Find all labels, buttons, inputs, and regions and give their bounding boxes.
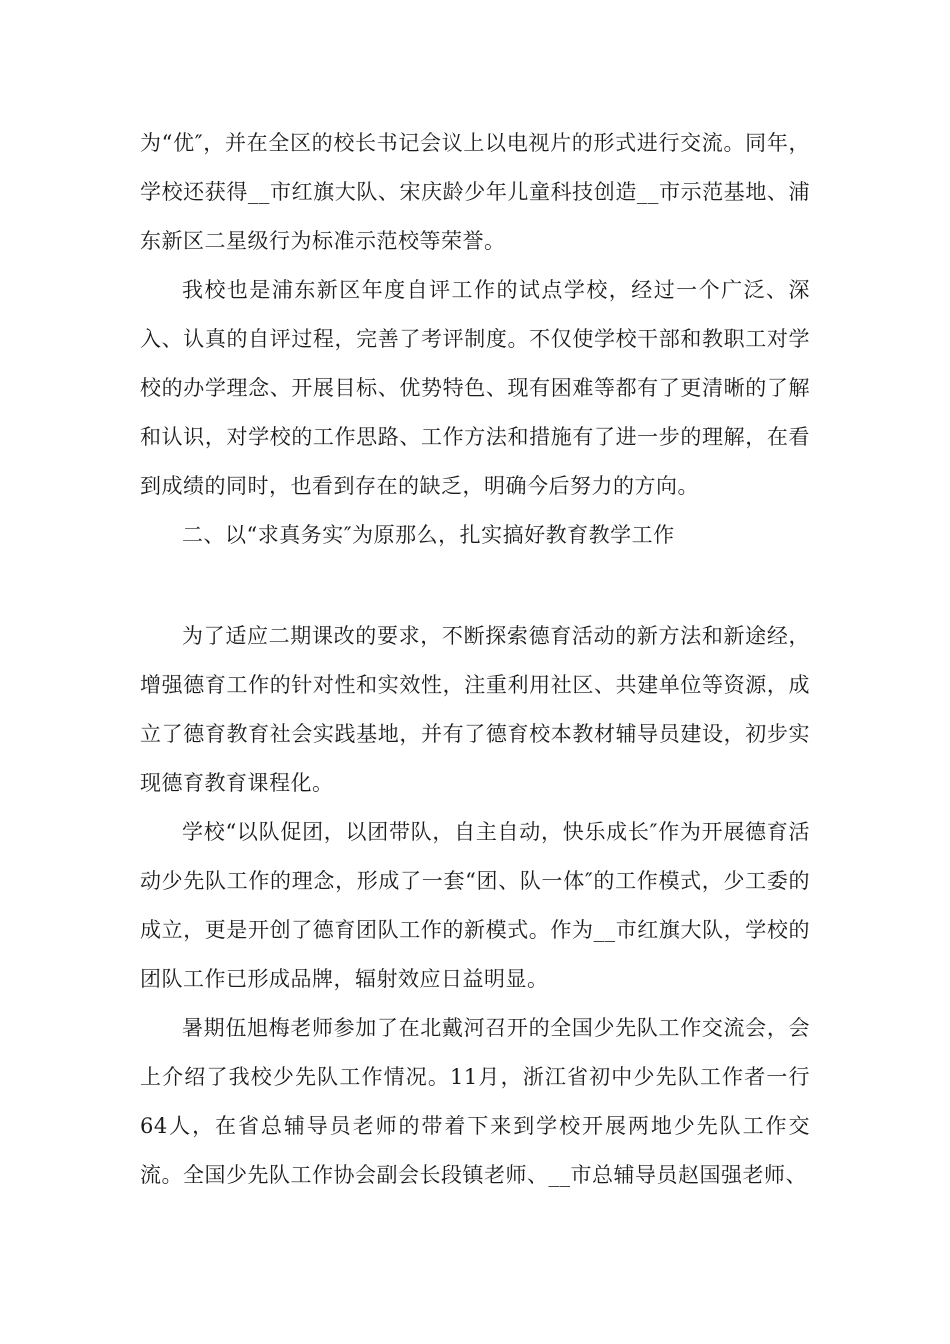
- text-block-top: [140, 119, 810, 560]
- paragraph-moral-education: 为了适应二期课改的要求，不断探索德育活动的新方法和新途经，增强德育工作的针对性和实效性，注重利用社区、共建单位等资源，成立了德育教育社会实践基地，并有了德育校本教材辅导员建设，初步实现德育教育课程化。: [140, 624, 810, 795]
- paragraph-exchange: 暑期伍旭梅老师参加了在北戴河召开的全国少先队工作交流会，会上介绍了我校少先队工作情况。11月，浙江省初中少先队工作者一行64人，在省总辅导员老师的带着下来到学校开展两地少先队工作交流。全国少先队工作协会副会长段镇老师、__市总辅导员赵国强老师、: [140, 1016, 810, 1187]
- paragraph-team-work: 学校“以队促团，以团带队，自主自动，快乐成长″作为开展德育活动少先队工作的理念，形成了一套“团、队一体″的工作模式，少工委的成立，更是开创了德育团队工作的新模式。作为__市红旗大队，学校的团队工作已形成品牌，辐射效应日益明显。: [140, 820, 810, 991]
- paragraph-continuation: 为“优″，并在全区的校长书记会议上以电视片的形式进行交流。同年，学校还获得__市红旗大队、宋庆龄少年儿童科技创造__市示范基地、浦东新区二星级行为标准示范校等荣誉。: [140, 131, 810, 253]
- text-block-bottom: [140, 612, 810, 1200]
- section-heading: 二、以“求真务实″为原那么，扎实搞好教育教学工作: [182, 523, 675, 547]
- paragraph-self-evaluation: 我校也是浦东新区年度自评工作的试点学校，经过一个广泛、深入、认真的自评过程，完善了考评制度。不仅使学校干部和教职工对学校的办学理念、开展目标、优势特色、现有困难等都有了更清晰的了解和认识，对学校的工作思路、工作方法和措施有了进一步的理解，在看到成绩的同时，也看到存在的缺乏，明确今后努力的方向。: [140, 278, 810, 498]
